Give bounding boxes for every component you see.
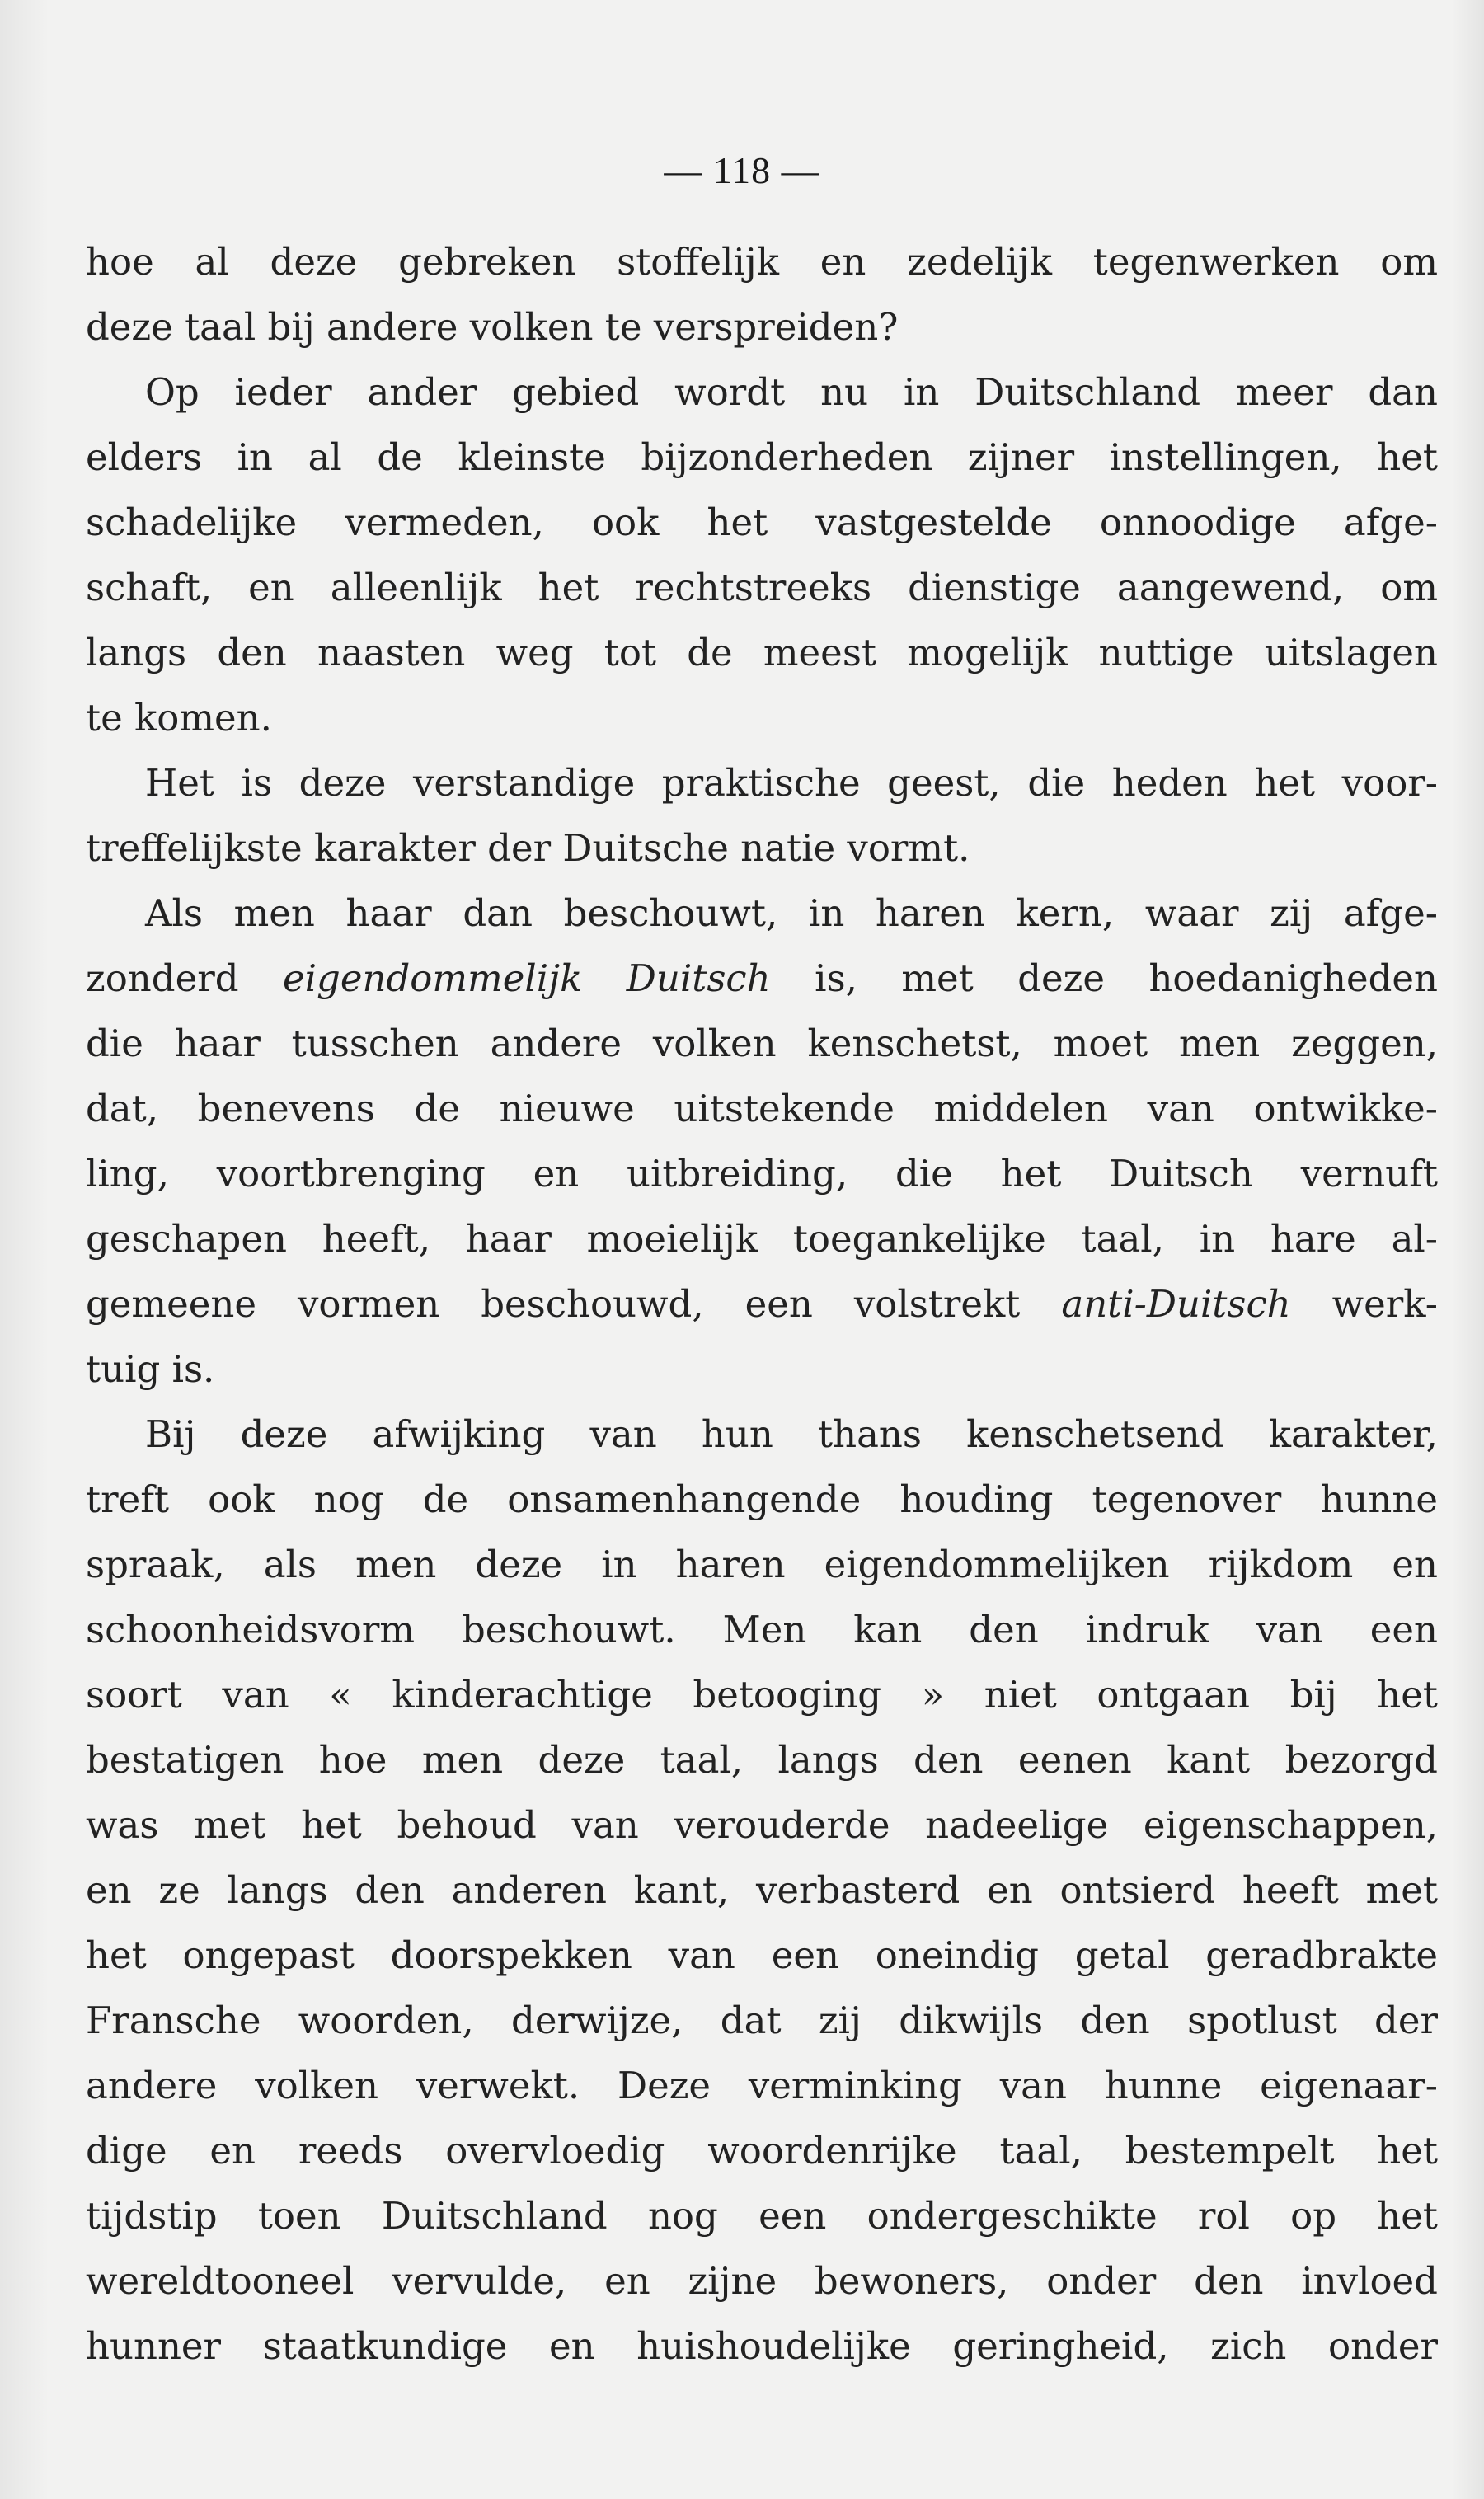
text-line: langs den naasten weg tot de meest mogelijk nuttige uitslagen — [86, 631, 1438, 674]
text-line: dat, benevens de nieuwe uitstekende middelen van ontwikke- — [86, 1087, 1438, 1130]
text-line: spraak, als men deze in haren eigendommelijken rijkdom en — [86, 1543, 1438, 1586]
text-line: schaft, en alleenlijk het rechtstreeks dienstige aangewend, om — [86, 566, 1438, 609]
text-line: soort van « kinderachtige betooging » niet ontgaan bij het — [86, 1673, 1438, 1717]
text-segment: gemeene vormen beschouwd, een volstrekt — [86, 1282, 1062, 1326]
text-line: was met het behoud van verouderde nadeelige eigenschappen, — [86, 1803, 1438, 1847]
body-text — [86, 229, 1438, 2379]
text-line: Op ieder ander gebied wordt nu in Duitschland meer dan — [145, 370, 1438, 414]
text-line: te komen. — [86, 696, 272, 740]
text-line: Het is deze verstandige praktische geest, die heden het voor- — [145, 761, 1438, 805]
text-line: hoe al deze gebreken stoffelijk en zedelijk tegenwerken om — [86, 240, 1438, 284]
text-line: die haar tusschen andere volken kenschetst, moet men zeggen, — [86, 1022, 1438, 1065]
text-line: tijdstip toen Duitschland nog een ondergeschikte rol op het — [86, 2194, 1438, 2238]
text-line: dige en reeds overvloedig woordenrijke taal, bestempelt het — [86, 2129, 1438, 2173]
text-line: Bij deze afwijking van hun thans kenschetsend karakter, — [145, 1412, 1438, 1456]
text-segment: werk- — [1290, 1282, 1438, 1326]
text-line: geschapen heeft, haar moeielijk toegankelijke taal, in hare al- — [86, 1217, 1438, 1261]
text-line — [86, 1271, 1438, 1336]
text-line: treffelijkste karakter der Duitsche natie vormt. — [86, 826, 970, 870]
text-line: treft ook nog de onsamenhangende houding tegenover hunne — [86, 1477, 1438, 1521]
text-line: deze taal bij andere volken te verspreiden? — [86, 305, 899, 349]
page-number: — 118 — — [664, 149, 820, 191]
text-segment: is, met deze hoedanigheden — [770, 956, 1438, 1000]
text-line: Als men haar dan beschouwt, in haren kern, waar zij afge- — [145, 891, 1438, 935]
text-line: elders in al de kleinste bijzonderheden zijner instellingen, het — [86, 435, 1438, 479]
text-line: Fransche woorden, derwijze, dat zij dikwijls den spotlust der — [86, 1999, 1438, 2042]
text-line: wereldtooneel vervulde, en zijne bewoners, onder den invloed — [86, 2259, 1438, 2303]
text-segment: zonderd — [86, 956, 284, 1000]
text-line: bestatigen hoe men deze taal, langs den eenen kant bezorgd — [86, 1738, 1438, 1782]
text-line: het ongepast doorspekken van een oneindig getal geradbrakte — [86, 1933, 1438, 1977]
text-line: ling, voortbrenging en uitbreiding, die het Duitsch vernuft — [86, 1152, 1438, 1195]
text-line: en ze langs den anderen kant, verbasterd en ontsierd heeft met — [86, 1868, 1438, 1912]
text-line: schoonheidsvorm beschouwt. Men kan den indruk van een — [86, 1608, 1438, 1651]
italic-text-segment: eigendommelijk Duitsch — [283, 956, 771, 1000]
text-line: hunner staatkundige en huishoudelijke geringheid, zich onder — [86, 2324, 1438, 2368]
text-line — [86, 946, 1438, 1011]
text-line: andere volken verwekt. Deze verminking van hunne eigenaar- — [86, 2064, 1438, 2107]
italic-text-segment: anti-Duitsch — [1061, 1282, 1291, 1326]
text-line: schadelijke vermeden, ook het vastgestelde onnoodige afge- — [86, 500, 1438, 544]
text-line: tuig is. — [86, 1347, 215, 1391]
